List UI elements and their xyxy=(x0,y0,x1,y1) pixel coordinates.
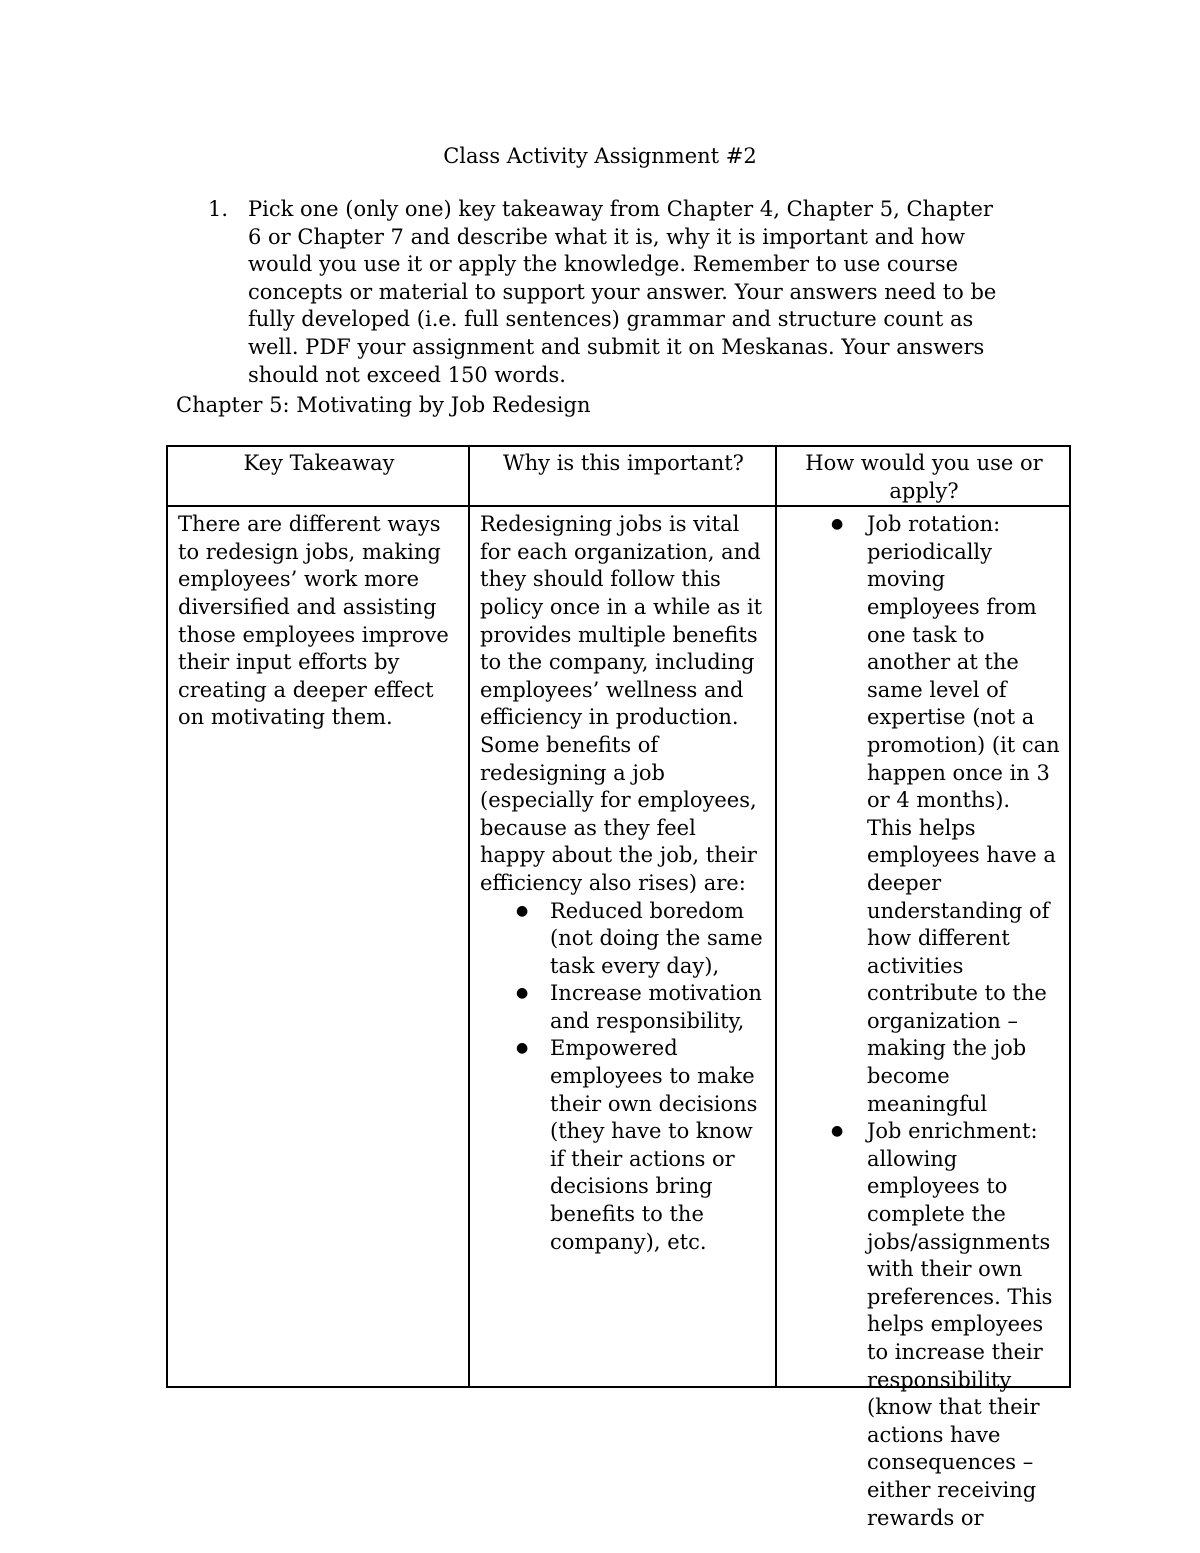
apply-text: Job rotation: periodically moving employees from one task to another at the same level of expertise (not a promotion) (it can happen once in 3 or 4 months). This helps employees have a deeper understanding of how different activities contribute to the organization – making the job become meaningful xyxy=(867,512,1060,1116)
table-row xyxy=(167,506,1070,1387)
header-key-takeaway: Key Takeaway xyxy=(167,446,469,506)
benefit-text: Reduced boredom (not doing the same task every day), xyxy=(550,898,763,978)
how-apply-content xyxy=(787,511,1061,1530)
bullet-icon: ● xyxy=(516,985,529,1002)
apply-list xyxy=(787,511,1061,1532)
list-item xyxy=(516,1035,767,1256)
header-why-important: Why is this important? xyxy=(469,446,776,506)
table-header-row xyxy=(167,446,1070,506)
cell-key-takeaway xyxy=(167,506,469,1387)
list-item xyxy=(516,980,767,1035)
benefits-list xyxy=(480,898,767,1257)
document-title: Class Activity Assignment #2 xyxy=(443,144,757,168)
key-takeaway-text: There are different ways to redesign jobs, making employees’ work more diversified and assisting those employees improve their input efforts by creating a deeper effect on motivating them. xyxy=(178,512,449,730)
bullet-icon: ● xyxy=(831,516,844,533)
list-item xyxy=(831,511,1061,1118)
instruction-text: Pick one (only one) key takeaway from Chapter 4, Chapter 5, Chapter 6 or Chapter 7 and describe what it is, why it is important and how would you use it or apply the knowledge. Remember to use course concepts or material to support your answer. Your answers need to be fully developed (i.e. full sentences) grammar and structure count as well. PDF your assignment and submit it on Meskanas. Your answers should not exceed 150 words. xyxy=(248,197,997,387)
header-how-apply: How would you use or apply? xyxy=(776,446,1070,506)
cell-why-important xyxy=(469,506,776,1387)
chapter-heading: Chapter 5: Motivating by Job Redesign xyxy=(176,393,591,417)
instruction-item xyxy=(208,196,1008,389)
list-item xyxy=(831,1118,1061,1532)
why-important-intro: Redesigning jobs is vital for each organization, and they should follow this policy once in a while as it provides multiple benefits to the company, including employees’ wellness and efficiency in production. Some benefits of redesigning a job (especially for employees, because as they feel happy about the job, their efficiency also rises) are: xyxy=(480,512,763,895)
bullet-icon: ● xyxy=(516,902,529,919)
bullet-icon: ● xyxy=(831,1123,844,1140)
instruction-number: 1. xyxy=(208,197,229,221)
benefit-text: Increase motivation and responsibility, xyxy=(550,981,762,1033)
benefit-text: Empowered employees to make their own decisions (they have to know if their actions or decisions bring benefits to the company), etc. xyxy=(550,1036,758,1254)
bullet-icon: ● xyxy=(516,1040,529,1057)
list-item xyxy=(516,898,767,981)
apply-text: Job enrichment: allowing employees to complete the jobs/assignments with their own preferences. This helps employees to increase their responsibility (know that their actions have consequences – either receiving rewards or xyxy=(867,1119,1053,1530)
cell-how-apply xyxy=(776,506,1070,1530)
takeaway-table xyxy=(166,445,1071,1530)
